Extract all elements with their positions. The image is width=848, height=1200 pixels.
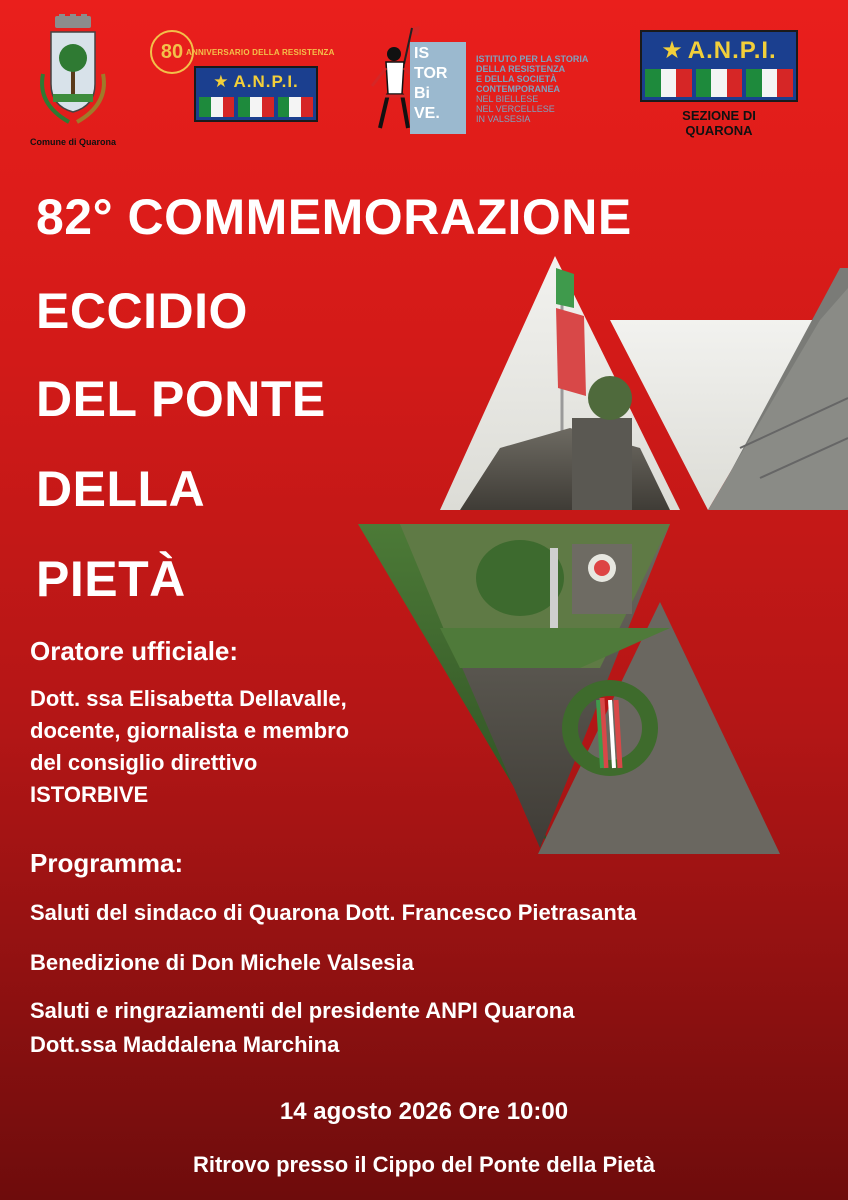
municipal-crest-icon [29, 14, 117, 132]
program-heading: Programma: [30, 848, 184, 878]
logo-bar [0, 0, 848, 170]
orator-line: ISTORBIVE [30, 782, 149, 807]
orator-line: Dott. ssa Elisabetta Dellavalle, [30, 686, 347, 711]
anniversary-badge: 80 [150, 30, 194, 74]
anpi-section-caption: SEZIONE DI QUARONA [682, 108, 756, 138]
italian-flags [642, 69, 796, 100]
italian-flag-icon [238, 97, 273, 117]
event-date: 14 agosto 2026 Ore 10:00 [279, 1098, 569, 1125]
orator-line: docente, giornalista e membro [30, 718, 350, 743]
page-title-line-1: 82° COMMEMORAZIONE [36, 189, 632, 245]
italian-flag-icon [746, 69, 793, 97]
italian-flag-icon [199, 97, 234, 117]
orator-line: del consiglio direttivo [30, 750, 258, 775]
anpi-name: A.N.P.I. [687, 36, 777, 64]
page-title-line-5: PIETÀ [36, 551, 186, 607]
anpi-name: A.N.P.I. [233, 72, 299, 92]
italian-flag-icon [696, 69, 743, 97]
anniversary-caption: ANNIVERSARIO DELLA RESISTENZA [186, 48, 335, 57]
star-icon: ★ [213, 72, 230, 92]
anpi-quarona-logo [640, 30, 798, 140]
comune-logo [28, 14, 118, 164]
monument-photo-collage [340, 248, 848, 868]
program-item: Saluti e ringraziamenti del presidente ANPI Quarona [30, 998, 575, 1023]
event-meeting-place: Ritrovo presso il Cippo del Ponte della Pietà [192, 1152, 656, 1177]
anpi-plate [194, 66, 318, 122]
anpi-80-logo [150, 30, 335, 125]
italian-flags [196, 97, 316, 120]
anpi-plate [640, 30, 798, 102]
istorbive-box: IS TOR Bi VE. [410, 42, 466, 134]
program-item: Benedizione di Don Michele Valsesia [30, 950, 414, 975]
page-title-line-4: DELLA [36, 461, 206, 517]
program-item: Saluti del sindaco di Quarona Dott. Francesco Pietrasanta [30, 900, 637, 925]
program-item: Dott.ssa Maddalena Marchina [30, 1032, 340, 1057]
comune-caption: Comune di Quarona [29, 137, 116, 147]
istorbive-text: ISTITUTO PER LA STORIA DELLA RESISTENZA E DELLA SOCIETÀ CONTEMPORANEA NEL BIELLESE NEL VERCELLESE IN VALSESIA [476, 54, 589, 124]
istorbive-logo [368, 24, 608, 136]
orator-heading: Oratore ufficiale: [30, 636, 239, 666]
page-title-line-2: ECCIDIO [36, 283, 248, 339]
page-title-line-3: DEL PONTE [36, 371, 326, 427]
star-icon: ★ [661, 37, 684, 65]
italian-flag-icon [278, 97, 313, 117]
italian-flag-icon [645, 69, 692, 97]
